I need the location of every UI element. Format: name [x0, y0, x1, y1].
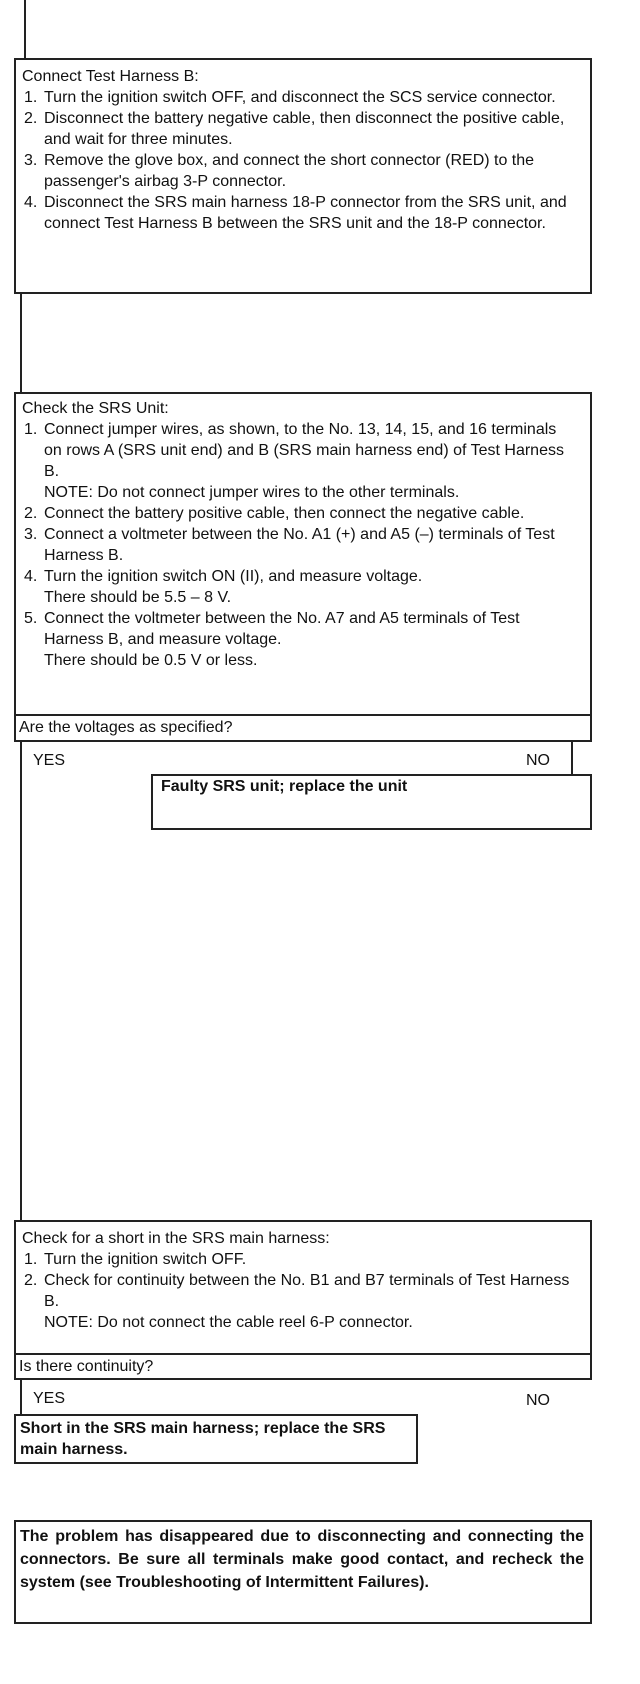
yes-branch-line: [20, 742, 22, 832]
list-item: 2. Check for continuity between the No. B1 and B7 terminals of Test Harness B. NOTE: Do not connect the cable reel 6-P connector.: [22, 1270, 576, 1333]
list-item: 2. Connect the battery positive cable, then connect the negative cable.: [24, 505, 525, 522]
spec-text: There should be 0.5 V or less.: [44, 652, 258, 669]
note-text: NOTE: Do not connect jumper wires to the other terminals.: [44, 484, 460, 501]
spec-text: There should be 5.5 – 8 V.: [44, 589, 232, 606]
note-text: NOTE: Do not connect the cable reel 6-P connector.: [44, 1314, 413, 1331]
check-srs-unit-box: [14, 392, 592, 742]
no-label: NO: [526, 1392, 550, 1409]
decision-question: Are the voltages as specified?: [16, 714, 590, 740]
no-label: NO: [526, 752, 550, 769]
check-short-box: [14, 1220, 592, 1380]
result-text: Short in the SRS main harness; replace the SRS main harness.: [20, 1420, 386, 1458]
list-item: 3. Connect a voltmeter between the No. A1 (+) and A5 (–) terminals of Test Harness B.: [24, 526, 555, 564]
step-title: Check for a short in the SRS main harness:: [22, 1230, 330, 1247]
list-item: 5. Connect the voltmeter between the No. A7 and A5 terminals of Test Harness B, and measure voltage. There should be 0.5 V or less.: [22, 608, 576, 671]
step-title: Connect Test Harness B:: [22, 68, 199, 85]
short-in-harness-result: [14, 1414, 418, 1464]
list-item: 4. Turn the ignition switch ON (II), and measure voltage. There should be 5.5 – 8 V.: [22, 566, 576, 608]
yes-branch-line: [20, 1380, 22, 1414]
faulty-srs-unit-result: [151, 774, 592, 830]
list-item: 1. Turn the ignition switch OFF, and disconnect the SCS service connector.: [24, 89, 556, 106]
list-item: 1. Turn the ignition switch OFF.: [24, 1251, 247, 1268]
problem-disappeared-result: [14, 1520, 592, 1624]
yes-label: YES: [33, 752, 66, 769]
list-item: 4. Disconnect the SRS main harness 18-P connector from the SRS unit, and connect Test Harness B between the SRS unit and the 18-P connector.: [24, 194, 567, 232]
no-branch-line: [571, 742, 573, 774]
yes-label: YES: [33, 1390, 66, 1407]
list-item: 1. Connect jumper wires, as shown, to the No. 13, 14, 15, and 16 terminals on rows A (SRS unit end) and B (SRS main harness end) of Test Harness B. NOTE: Do not connect jumper wires to the other terminals.: [22, 419, 576, 503]
result-text: The problem has disappeared due to disconnecting and connecting the connectors. Be sure all terminals make good contact, and recheck the system (see Troubleshooting of Intermittent Failures).: [20, 1528, 584, 1591]
yes-branch-line: [20, 832, 22, 1220]
step-list: [22, 419, 576, 671]
list-item: 2. Disconnect the battery negative cable, then disconnect the positive cable, and wait for three minutes.: [24, 110, 565, 148]
decision-question: Is there continuity?: [16, 1353, 590, 1379]
list-item: 3. Remove the glove box, and connect the short connector (RED) to the passenger's airbag 3-P connector.: [24, 152, 535, 190]
connect-test-harness-box: [14, 58, 592, 294]
step-title: Check the SRS Unit:: [22, 400, 169, 417]
flow-line-top: [24, 0, 26, 58]
flow-line: [20, 294, 22, 392]
step-list: [22, 1249, 576, 1333]
result-text: Faulty SRS unit; replace the unit: [161, 778, 408, 795]
step-list: [22, 87, 576, 234]
